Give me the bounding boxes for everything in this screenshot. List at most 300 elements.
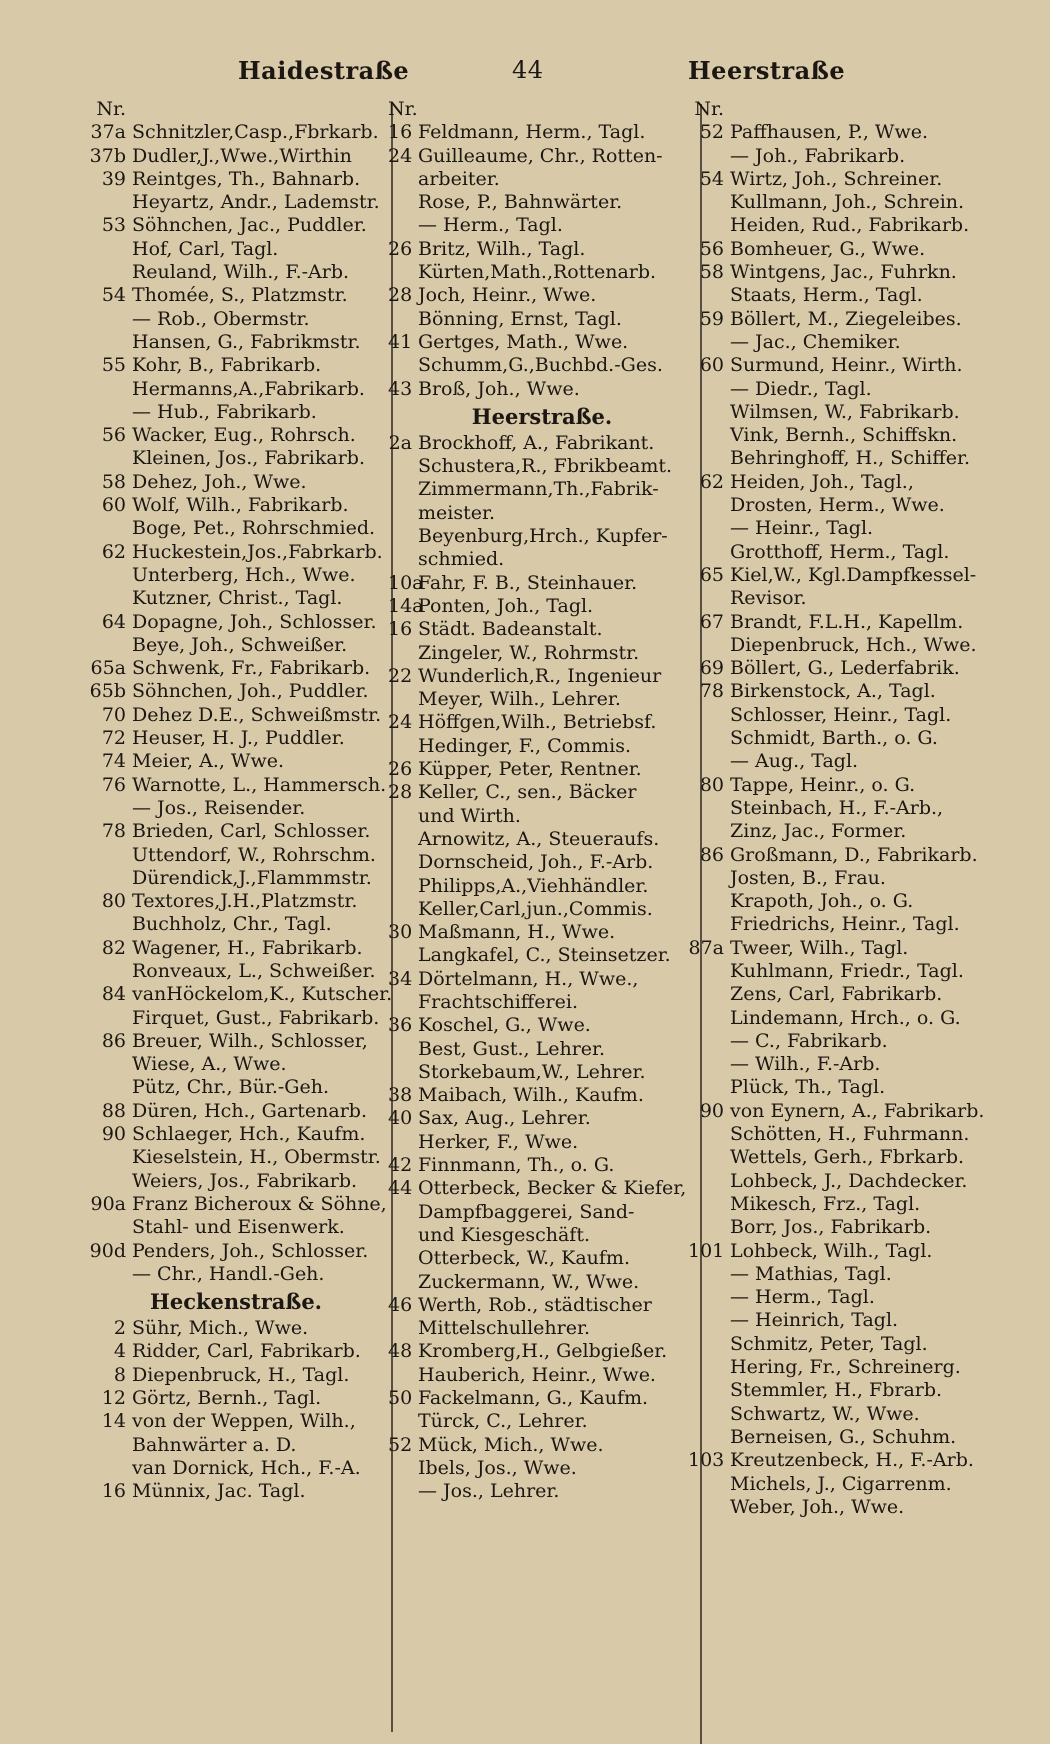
directory-entry	[388, 572, 696, 595]
house-number: 30	[388, 921, 413, 944]
directory-entry	[688, 1123, 1038, 1146]
resident-entry: Langkafel, C., Steinsetzer.	[418, 944, 671, 967]
directory-entry	[688, 727, 1038, 750]
resident-entry: Schumm,G.,Buchbd.-Ges.	[418, 354, 663, 377]
resident-entry: van Dornick, Hch., F.-A.	[132, 1456, 361, 1479]
resident-entry: Behringhoff, H., Schiffer.	[730, 447, 971, 470]
resident-entry: Söhnchen, Jac., Puddler.	[132, 214, 367, 237]
directory-entry	[388, 191, 696, 214]
resident-entry: Stemmler, H., Fbrarb.	[730, 1379, 943, 1402]
directory-entry	[688, 680, 1038, 703]
resident-entry: — Heinrich, Tagl.	[730, 1309, 899, 1332]
directory-entry	[86, 1240, 386, 1263]
directory-entry	[688, 191, 1038, 214]
directory-entry	[388, 145, 696, 168]
house-number: 80	[699, 773, 724, 796]
directory-entry	[86, 1193, 386, 1216]
directory-entry	[388, 1177, 696, 1200]
directory-entry	[388, 331, 696, 354]
directory-entry	[86, 494, 386, 517]
directory-entry	[388, 944, 696, 967]
directory-entry	[688, 750, 1038, 773]
directory-entry	[388, 828, 696, 851]
directory-entry	[86, 704, 386, 727]
resident-entry: Paffhausen, P., Wwe.	[730, 121, 928, 144]
resident-entry: Feldmann, Herm., Tagl.	[418, 121, 646, 144]
resident-entry: Keller, C., sen., Bäcker	[418, 781, 637, 804]
house-number: 60	[699, 354, 724, 377]
house-number: 52	[388, 1433, 413, 1456]
directory-entry	[388, 1294, 696, 1317]
directory-entry	[86, 1123, 386, 1146]
resident-entry: Werth, Rob., städtischer	[418, 1293, 652, 1316]
house-number: 16	[388, 121, 413, 144]
directory-entry	[688, 98, 1038, 121]
directory-entry	[86, 471, 386, 494]
house-number: 12	[101, 1387, 126, 1410]
resident-entry: Revisor.	[730, 587, 807, 610]
directory-entry	[388, 1224, 696, 1247]
house-number: 90a	[90, 1192, 126, 1215]
resident-entry: Broß, Joh., Wwe.	[418, 377, 580, 400]
directory-entry	[688, 121, 1038, 144]
house-number: 72	[101, 727, 126, 750]
resident-entry: Wolf, Wilh., Fabrikarb.	[132, 494, 349, 517]
directory-entry	[388, 1201, 696, 1224]
directory-entry	[388, 968, 696, 991]
resident-entry: Plück, Th., Tagl.	[730, 1076, 886, 1099]
resident-entry: Dudler,J.,Wwe.,Wirthin	[132, 144, 352, 167]
resident-entry: Hering, Fr., Schreinerg.	[730, 1356, 961, 1379]
house-number: 62	[699, 470, 724, 493]
house-number: 2	[113, 1317, 126, 1340]
resident-entry: Düren, Hch., Gartenarb.	[132, 1099, 367, 1122]
directory-entry	[688, 1100, 1038, 1123]
resident-entry: Kieselstein, H., Obermstr.	[132, 1146, 381, 1169]
column-3	[688, 98, 1038, 1519]
resident-entry: Dopagne, Joh., Schlosser.	[132, 610, 377, 633]
resident-entry: Maibach, Wilh., Kaufm.	[418, 1084, 644, 1107]
directory-entry	[86, 1364, 386, 1387]
directory-entry	[388, 284, 696, 307]
directory-entry	[86, 937, 386, 960]
house-number: 28	[388, 781, 413, 804]
directory-entry	[388, 1340, 696, 1363]
directory-entry	[688, 424, 1038, 447]
resident-entry: Zingeler, W., Rohrmstr.	[418, 641, 640, 664]
directory-entry	[86, 960, 386, 983]
directory-entry	[688, 1333, 1038, 1356]
directory-entry	[388, 1247, 696, 1270]
resident-entry: und Kiesgeschäft.	[418, 1223, 591, 1246]
house-number: 2a	[388, 431, 412, 454]
directory-entry	[388, 618, 696, 641]
directory-entry	[86, 774, 386, 797]
resident-entry: Borr, Jos., Fabrikarb.	[730, 1216, 932, 1239]
house-number: 37a	[90, 121, 126, 144]
resident-entry: Mikesch, Frz., Tagl.	[730, 1192, 921, 1215]
directory-entry	[86, 564, 386, 587]
resident-entry: Dürendick,J.,Flammmstr.	[132, 866, 372, 889]
street-heading: Heerstraße.	[471, 403, 613, 429]
directory-entry	[86, 517, 386, 540]
directory-entry	[86, 308, 386, 331]
directory-entry	[688, 1146, 1038, 1169]
resident-entry: Koschel, G., Wwe.	[418, 1014, 591, 1037]
resident-entry: Dehez, Joh., Wwe.	[132, 470, 307, 493]
resident-entry: Wunderlich,R., Ingenieur	[418, 664, 662, 687]
resident-entry: Britz, Wilh., Tagl.	[418, 237, 586, 260]
directory-entry	[688, 238, 1038, 261]
resident-entry: Wagener, H., Fabrikarb.	[132, 936, 363, 959]
resident-entry: — Herm., Tagl.	[418, 214, 563, 237]
directory-entry	[388, 595, 696, 618]
directory-entry	[688, 1216, 1038, 1239]
directory-entry	[388, 735, 696, 758]
house-number: 44	[388, 1177, 413, 1200]
house-number: 65a	[90, 657, 126, 680]
directory-entry	[86, 727, 386, 750]
directory-entry	[86, 378, 386, 401]
page-number: 44	[512, 56, 544, 84]
resident-entry: Penders, Joh., Schlosser.	[132, 1239, 369, 1262]
resident-entry: Frachtschifferei.	[418, 990, 578, 1013]
directory-entry	[688, 1193, 1038, 1216]
resident-entry: Beyenburg,Hrch., Kupfer-	[418, 525, 668, 548]
directory-entry	[688, 214, 1038, 237]
directory-entry	[688, 1263, 1038, 1286]
resident-entry: Zimmermann,Th.,Fabrik-	[418, 478, 659, 501]
resident-entry: Lohbeck, Wilh., Tagl.	[730, 1239, 933, 1262]
resident-entry: Dehez D.E., Schweißmstr.	[132, 703, 382, 726]
directory-entry	[86, 750, 386, 773]
directory-entry	[86, 1457, 386, 1480]
resident-entry: Wettels, Gerh., Fbrkarb.	[730, 1146, 965, 1169]
house-number: 90	[101, 1123, 126, 1146]
resident-entry: Wintgens, Jac., Fuhrkn.	[730, 261, 957, 284]
resident-entry: Finnmann, Th., o. G.	[418, 1154, 615, 1177]
resident-entry: Höffgen,Wilh., Betriebsf.	[418, 711, 657, 734]
directory-entry	[388, 261, 696, 284]
resident-entry: Krapoth, Joh., o. G.	[730, 890, 914, 913]
directory-entry	[688, 401, 1038, 424]
resident-entry: — Mathias, Tagl.	[730, 1262, 892, 1285]
resident-entry: meister.	[418, 501, 496, 524]
house-number: 22	[388, 664, 413, 687]
directory-entry	[86, 238, 386, 261]
directory-entry	[86, 1480, 386, 1503]
house-number: 38	[388, 1084, 413, 1107]
directory-entry	[388, 875, 696, 898]
directory-entry	[86, 1410, 386, 1433]
directory-entry	[388, 991, 696, 1014]
directory-entry	[388, 711, 696, 734]
resident-entry: Söhnchen, Joh., Puddler.	[132, 680, 369, 703]
resident-entry: — Jac., Chemiker.	[730, 330, 901, 353]
column-2	[388, 98, 696, 1504]
resident-entry: Otterbeck, Becker & Kiefer,	[418, 1177, 687, 1200]
directory-entry	[86, 1263, 386, 1286]
directory-entry	[388, 121, 696, 144]
resident-entry: Arnowitz, A., Steueraufs.	[418, 827, 660, 850]
directory-entry	[86, 284, 386, 307]
directory-entry	[688, 378, 1038, 401]
resident-entry: Sühr, Mich., Wwe.	[132, 1317, 309, 1340]
directory-entry	[388, 688, 696, 711]
resident-entry: und Wirth.	[418, 804, 521, 827]
house-number: Nr.	[96, 98, 126, 120]
directory-entry	[688, 937, 1038, 960]
resident-entry: Schmitz, Peter, Tagl.	[730, 1332, 928, 1355]
directory-entry	[86, 1170, 386, 1193]
directory-entry	[688, 284, 1038, 307]
running-header-left: Haidestraße	[238, 56, 410, 85]
resident-entry: Reuland, Wilh., F.-Arb.	[132, 261, 350, 284]
house-number: 40	[388, 1107, 413, 1130]
resident-entry: — Heinr., Tagl.	[730, 517, 874, 540]
resident-entry: — Joh., Fabrikarb.	[730, 144, 906, 167]
directory-entry	[86, 1317, 386, 1340]
resident-entry: Meyer, Wilh., Lehrer.	[418, 688, 621, 711]
directory-entry	[688, 331, 1038, 354]
resident-entry: Ronveaux, L., Schweißer.	[132, 959, 376, 982]
directory-entry	[86, 1030, 386, 1053]
directory-entry	[688, 1030, 1038, 1053]
resident-entry: Mittelschullehrer.	[418, 1317, 590, 1340]
directory-entry	[388, 455, 696, 478]
directory-entry	[688, 471, 1038, 494]
directory-entry	[688, 1309, 1038, 1332]
directory-entry	[388, 1434, 696, 1457]
directory-entry	[388, 1480, 696, 1503]
directory-entry	[688, 308, 1038, 331]
house-number: 52	[699, 121, 724, 144]
directory-entry	[688, 844, 1038, 867]
directory-entry	[388, 1317, 696, 1340]
resident-entry: Birkenstock, A., Tagl.	[730, 680, 936, 703]
house-number: 48	[388, 1340, 413, 1363]
resident-entry: Joch, Heinr., Wwe.	[418, 284, 597, 307]
resident-entry: Großmann, D., Fabrikarb.	[730, 843, 978, 866]
resident-entry: Türck, C., Lehrer.	[418, 1410, 588, 1433]
resident-entry: Hermanns,A.,Fabrikarb.	[132, 377, 365, 400]
resident-entry: Breuer, Wilh., Schlosser,	[132, 1029, 368, 1052]
resident-entry: Kutzner, Christ., Tagl.	[132, 587, 343, 610]
directory-entry	[86, 168, 386, 191]
house-number: 36	[388, 1014, 413, 1037]
house-number: 42	[388, 1154, 413, 1177]
directory-entry	[86, 867, 386, 890]
directory-entry	[388, 1107, 696, 1130]
directory-entry	[688, 1286, 1038, 1309]
directory-entry	[688, 1053, 1038, 1076]
directory-entry	[86, 424, 386, 447]
directory-entry	[86, 680, 386, 703]
directory-entry	[388, 1014, 696, 1037]
directory-entry	[86, 587, 386, 610]
resident-entry: Schötten, H., Fuhrmann.	[730, 1123, 970, 1146]
resident-entry: Kreutzenbeck, H., F.-Arb.	[730, 1449, 974, 1472]
resident-entry: Otterbeck, W., Kaufm.	[418, 1247, 630, 1270]
resident-entry: Dampfbaggerei, Sand-	[418, 1200, 635, 1223]
resident-entry: Keller,Carl,jun.,Commis.	[418, 897, 653, 920]
directory-entry	[86, 913, 386, 936]
directory-entry	[388, 1084, 696, 1107]
resident-entry: Kürten,Math.,Rottenarb.	[418, 261, 657, 284]
house-number: 103	[688, 1449, 725, 1472]
directory-entry	[388, 642, 696, 665]
directory-entry	[388, 1364, 696, 1387]
resident-entry: Hedinger, F., Commis.	[418, 734, 631, 757]
resident-entry: Heuser, H. J., Puddler.	[132, 727, 345, 750]
resident-entry: Herker, F., Wwe.	[418, 1130, 579, 1153]
resident-entry: Heyartz, Andr., Lademstr.	[132, 191, 380, 214]
directory-entry	[388, 525, 696, 548]
resident-entry: Münnix, Jac. Tagl.	[132, 1480, 306, 1503]
directory-entry	[388, 921, 696, 944]
directory-entry	[688, 820, 1038, 843]
column-1	[86, 98, 393, 1504]
house-number: 64	[101, 610, 126, 633]
directory-entry	[688, 1007, 1038, 1030]
resident-entry: Brockhoff, A., Fabrikant.	[418, 431, 655, 454]
house-number: 82	[101, 936, 126, 959]
directory-entry	[86, 634, 386, 657]
resident-entry: Zens, Carl, Fabrikarb.	[730, 983, 943, 1006]
directory-entry	[688, 1403, 1038, 1426]
house-number: 28	[388, 284, 413, 307]
resident-entry: Surmund, Heinr., Wirth.	[730, 354, 963, 377]
resident-entry: Berneisen, G., Schuhm.	[730, 1425, 957, 1448]
resident-entry: Meier, A., Wwe.	[132, 750, 285, 773]
house-number: 74	[101, 750, 126, 773]
resident-entry: — Jos., Reisender.	[132, 796, 306, 819]
directory-entry	[688, 1426, 1038, 1449]
directory-entry	[688, 541, 1038, 564]
directory-entry	[86, 611, 386, 634]
resident-entry: Ibels, Jos., Wwe.	[418, 1456, 577, 1479]
resident-entry: Storkebaum,W., Lehrer.	[418, 1060, 646, 1083]
resident-entry: Boge, Pet., Rohrschmied.	[132, 517, 376, 540]
directory-entry	[388, 851, 696, 874]
directory-entry	[86, 844, 386, 867]
house-number: 101	[688, 1239, 725, 1262]
resident-entry: Friedrichs, Heinr., Tagl.	[730, 913, 960, 936]
house-number: 55	[101, 354, 126, 377]
resident-entry: Mück, Mich., Wwe.	[418, 1433, 604, 1456]
house-number: 56	[699, 237, 724, 260]
resident-entry: Pütz, Chr., Bür.-Geh.	[132, 1076, 329, 1099]
house-number: 90d	[89, 1239, 126, 1262]
house-number: 78	[101, 820, 126, 843]
house-number: 76	[101, 773, 126, 796]
resident-entry: Böllert, M., Ziegeleibes.	[730, 307, 962, 330]
directory-entry	[86, 191, 386, 214]
house-number: 14a	[388, 594, 424, 617]
directory-entry	[688, 1076, 1038, 1099]
directory-entry	[688, 890, 1038, 913]
resident-entry: Drosten, Herm., Wwe.	[730, 494, 945, 517]
directory-entry	[388, 1271, 696, 1294]
house-number: Nr.	[388, 98, 418, 120]
house-number: 59	[699, 307, 724, 330]
directory-entry	[688, 983, 1038, 1006]
resident-entry: Rose, P., Bahnwärter.	[418, 191, 623, 214]
resident-entry: Kleinen, Jos., Fabrikarb.	[132, 447, 365, 470]
directory-entry	[388, 1131, 696, 1154]
house-number: 70	[101, 703, 126, 726]
directory-entry	[688, 657, 1038, 680]
resident-entry: Diepenbruck, H., Tagl.	[132, 1363, 350, 1386]
house-number: 60	[101, 494, 126, 517]
resident-entry: Weber, Joh., Wwe.	[730, 1495, 905, 1518]
directory-entry	[388, 98, 696, 121]
resident-entry: Schmidt, Barth., o. G.	[730, 727, 938, 750]
resident-entry: von der Weppen, Wilh.,	[132, 1410, 356, 1433]
directory-entry	[388, 354, 696, 377]
directory-entry	[388, 758, 696, 781]
house-number: 16	[101, 1480, 126, 1503]
directory-entry	[86, 98, 386, 121]
directory-entry	[86, 121, 386, 144]
resident-entry: Brandt, F.L.H., Kapellm.	[730, 610, 964, 633]
resident-entry: schmied.	[418, 548, 505, 571]
directory-entry	[388, 168, 696, 191]
house-number: 43	[388, 377, 413, 400]
resident-entry: Josten, B., Frau.	[730, 866, 886, 889]
directory-entry	[688, 704, 1038, 727]
house-number: 24	[388, 711, 413, 734]
resident-entry: — Wilh., F.-Arb.	[730, 1053, 881, 1076]
directory-entry	[688, 1496, 1038, 1519]
house-number: 65	[699, 563, 724, 586]
resident-entry: Städt. Badeanstalt.	[418, 618, 603, 641]
house-number: 86	[101, 1029, 126, 1052]
directory-entry	[86, 354, 386, 377]
directory-entry	[688, 1356, 1038, 1379]
directory-entry	[688, 1473, 1038, 1496]
directory-entry	[688, 1379, 1038, 1402]
directory-entry	[388, 308, 696, 331]
house-number: 37b	[89, 144, 126, 167]
resident-entry: Bönning, Ernst, Tagl.	[418, 307, 622, 330]
resident-entry: Buchholz, Chr., Tagl.	[132, 913, 332, 936]
resident-entry: vanHöckelom,K., Kutscher.	[132, 983, 393, 1006]
directory-entry	[86, 541, 386, 564]
directory-entry	[688, 1170, 1038, 1193]
resident-entry: Sax, Aug., Lehrer.	[418, 1107, 591, 1130]
resident-entry: Bahnwärter a. D.	[132, 1433, 297, 1456]
directory-entry	[688, 517, 1038, 540]
house-number: 86	[699, 843, 724, 866]
directory-entry	[688, 797, 1038, 820]
resident-entry: Lindemann, Hrch., o. G.	[730, 1006, 961, 1029]
house-number: 58	[699, 261, 724, 284]
resident-entry: Brieden, Carl, Schlosser.	[132, 820, 371, 843]
resident-entry: Schwartz, W., Wwe.	[730, 1402, 920, 1425]
directory-entry	[86, 214, 386, 237]
directory-entry	[688, 494, 1038, 517]
resident-entry: — Herm., Tagl.	[730, 1286, 875, 1309]
house-number: 14	[101, 1410, 126, 1433]
directory-entry	[388, 478, 696, 501]
resident-entry: Schlosser, Heinr., Tagl.	[730, 703, 952, 726]
directory-entry	[86, 820, 386, 843]
directory-entry	[86, 983, 393, 1006]
directory-entry	[388, 432, 696, 455]
directory-entry	[86, 447, 386, 470]
resident-entry: Kuhlmann, Friedr., Tagl.	[730, 959, 964, 982]
